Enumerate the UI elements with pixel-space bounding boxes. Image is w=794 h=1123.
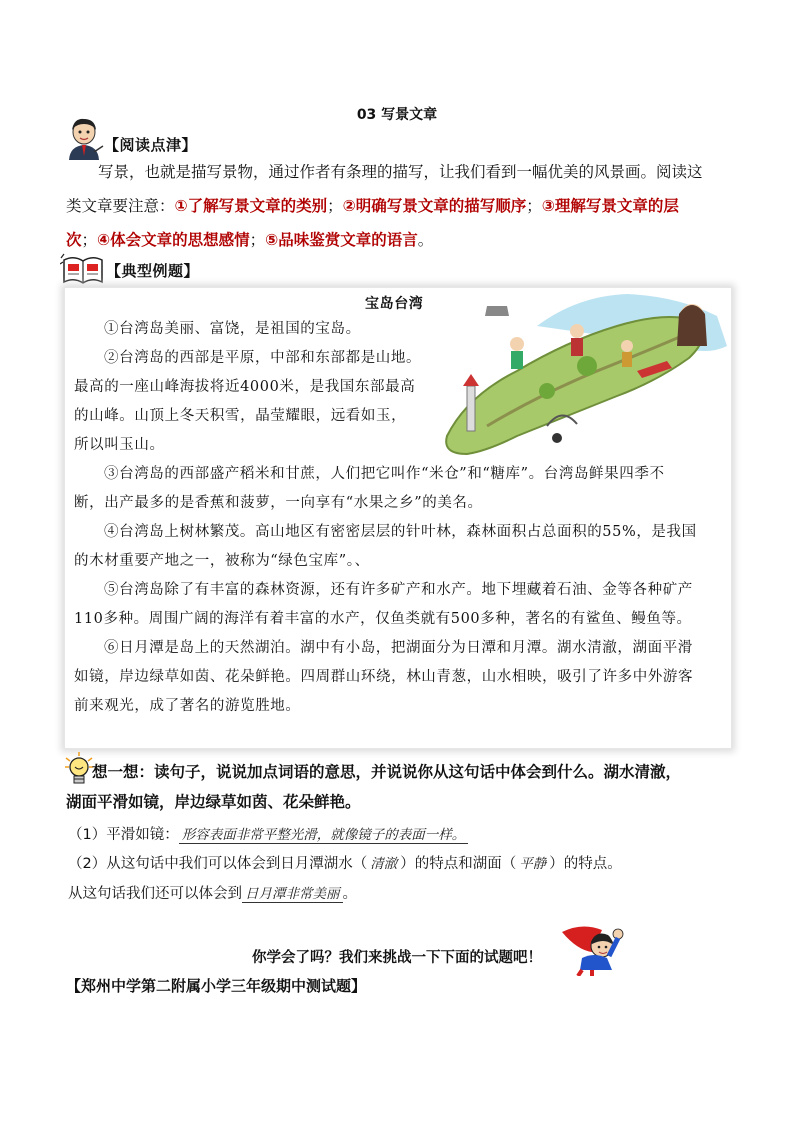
answer-2	[68, 852, 622, 873]
document-title: 03 写景文章	[356, 107, 438, 123]
lightbulb-icon	[64, 752, 94, 788]
tips-end: 。	[417, 231, 434, 249]
paragraph-3-line-1: ③台湾岛的西部盛产稻米和甘蔗，人们把它叫作“米仓”和“糖库”。台湾岛鲜果四季不	[104, 466, 665, 482]
paragraph-2-line-4: 所以叫玉山。	[74, 437, 165, 453]
paragraph-2-line-1: ②台湾岛的西部是平原，中部和东部都是山地。	[104, 350, 422, 366]
paragraph-3-line-2: 断，出产最多的是香蕉和菠萝，一向享有“水果之乡”的美名。	[74, 495, 483, 511]
question-block	[92, 757, 732, 787]
paragraph-4-line-2: 的木材重要产地之一，被称为“绿色宝库”。、	[74, 553, 370, 569]
tips-intro: 类文章要注意：	[66, 197, 175, 215]
answer-1-label: （1）平滑如镜：	[68, 827, 179, 843]
tips-line-3	[66, 223, 732, 257]
sep-4: ；	[249, 231, 266, 249]
answer-3-suffix: 。	[342, 886, 357, 902]
answer-1-text: 形容表面非常平整光滑，就像镜子的表面一样。	[179, 827, 469, 844]
teacher-icon	[64, 116, 104, 160]
passage-paragraphs	[74, 315, 724, 721]
challenge-prompt: 你学会了吗？我们来挑战一下下面的试题吧！	[252, 950, 542, 966]
tip-point-3a: ③理解写景文章的层	[541, 197, 679, 215]
answer-3-text: 日月潭非常美丽	[242, 886, 343, 903]
answer-2-blank-1: 清澈	[370, 856, 398, 872]
paragraph-2-line-3: 的山峰。山顶上冬天积雪，晶莹耀眼，远看如玉，	[74, 408, 407, 424]
tips-line-1: 写景，也就是描写景物，通过作者有条理的描写，让我们看到一幅优美的风景画。阅读这	[98, 163, 703, 181]
paragraph-6-line-2: 如镜，岸边绿草如茵、花朵鲜艳。四周群山环绕，林山青葱，山水相映，吸引了许多中外游客	[74, 669, 694, 685]
answer-2-prefix: （2）从这句话中我们可以体会到日月潭湖水（	[68, 856, 368, 872]
paragraph-5-line-1: ⑤台湾岛除了有丰富的森林资源，还有许多矿产和水产。地下埋藏着石油、金等各种矿产	[104, 582, 693, 598]
passage-title: 宝岛台湾	[365, 296, 424, 312]
question-line-2: 湖面平滑如镜，岸边绿草如茵、花朵鲜艳。	[66, 793, 361, 811]
answer-1	[68, 823, 468, 844]
sep-2: ；	[526, 197, 542, 215]
tip-point-5: ⑤品味鉴赏文章的语言	[265, 231, 418, 249]
answer-2-suffix: ）的特点。	[549, 856, 622, 872]
example-box	[64, 287, 732, 749]
answer-3	[68, 882, 357, 903]
paragraph-6-line-3: 前来观光，成了著名的游览胜地。	[74, 698, 301, 714]
answer-2-blank-2: 平静	[519, 856, 547, 872]
paragraph-5-line-2: 110多种。周围广阔的海洋有着丰富的水产，仅鱼类就有500多种，著名的有鲨鱼、鳗鱼等。	[74, 611, 692, 627]
question-line-1: 想一想：读句子，说说加点词语的意思，并说说你从这句话中体会到什么。湖水清澈，	[92, 763, 682, 781]
paragraph-2-line-2: 最高的一座山峰海拔将近4000米，是我国东部最高	[74, 379, 416, 395]
sep-3: ；	[81, 231, 98, 249]
superhero-icon	[552, 922, 624, 976]
paragraph-4-line-1: ④台湾岛上树林繁茂。高山地区有密密层层的针叶林，森林面积占总面积的55%，是我国	[104, 524, 697, 540]
paragraph-1: ①台湾岛美丽、富饶，是祖国的宝岛。	[104, 321, 361, 337]
book-icon	[60, 252, 106, 286]
tip-point-2: ②明确写景文章的描写顺序	[342, 197, 527, 215]
answer-3-prefix: 从这句话我们还可以体会到	[68, 886, 242, 902]
sep-1: ；	[327, 197, 343, 215]
reading-tips-text	[66, 155, 732, 257]
exam-title: 【郑州中学第二附属小学三年级期中测试题】	[66, 977, 367, 995]
tip-point-3b: 次	[66, 231, 82, 249]
paragraph-6-line-1: ⑥日月潭是岛上的天然湖泊。湖中有小岛，把湖面分为日潭和月潭。湖水清澈，湖面平滑	[104, 640, 693, 656]
tip-point-4: ④体会文章的思想感情	[97, 231, 250, 249]
tips-line-2	[66, 189, 732, 223]
reading-tips-heading: 【阅读点津】	[104, 136, 198, 154]
tip-point-1: ①了解写景文章的类别	[174, 197, 328, 215]
example-heading: 【典型例题】	[106, 262, 200, 280]
answer-2-mid: ）的特点和湖面（	[400, 856, 517, 872]
